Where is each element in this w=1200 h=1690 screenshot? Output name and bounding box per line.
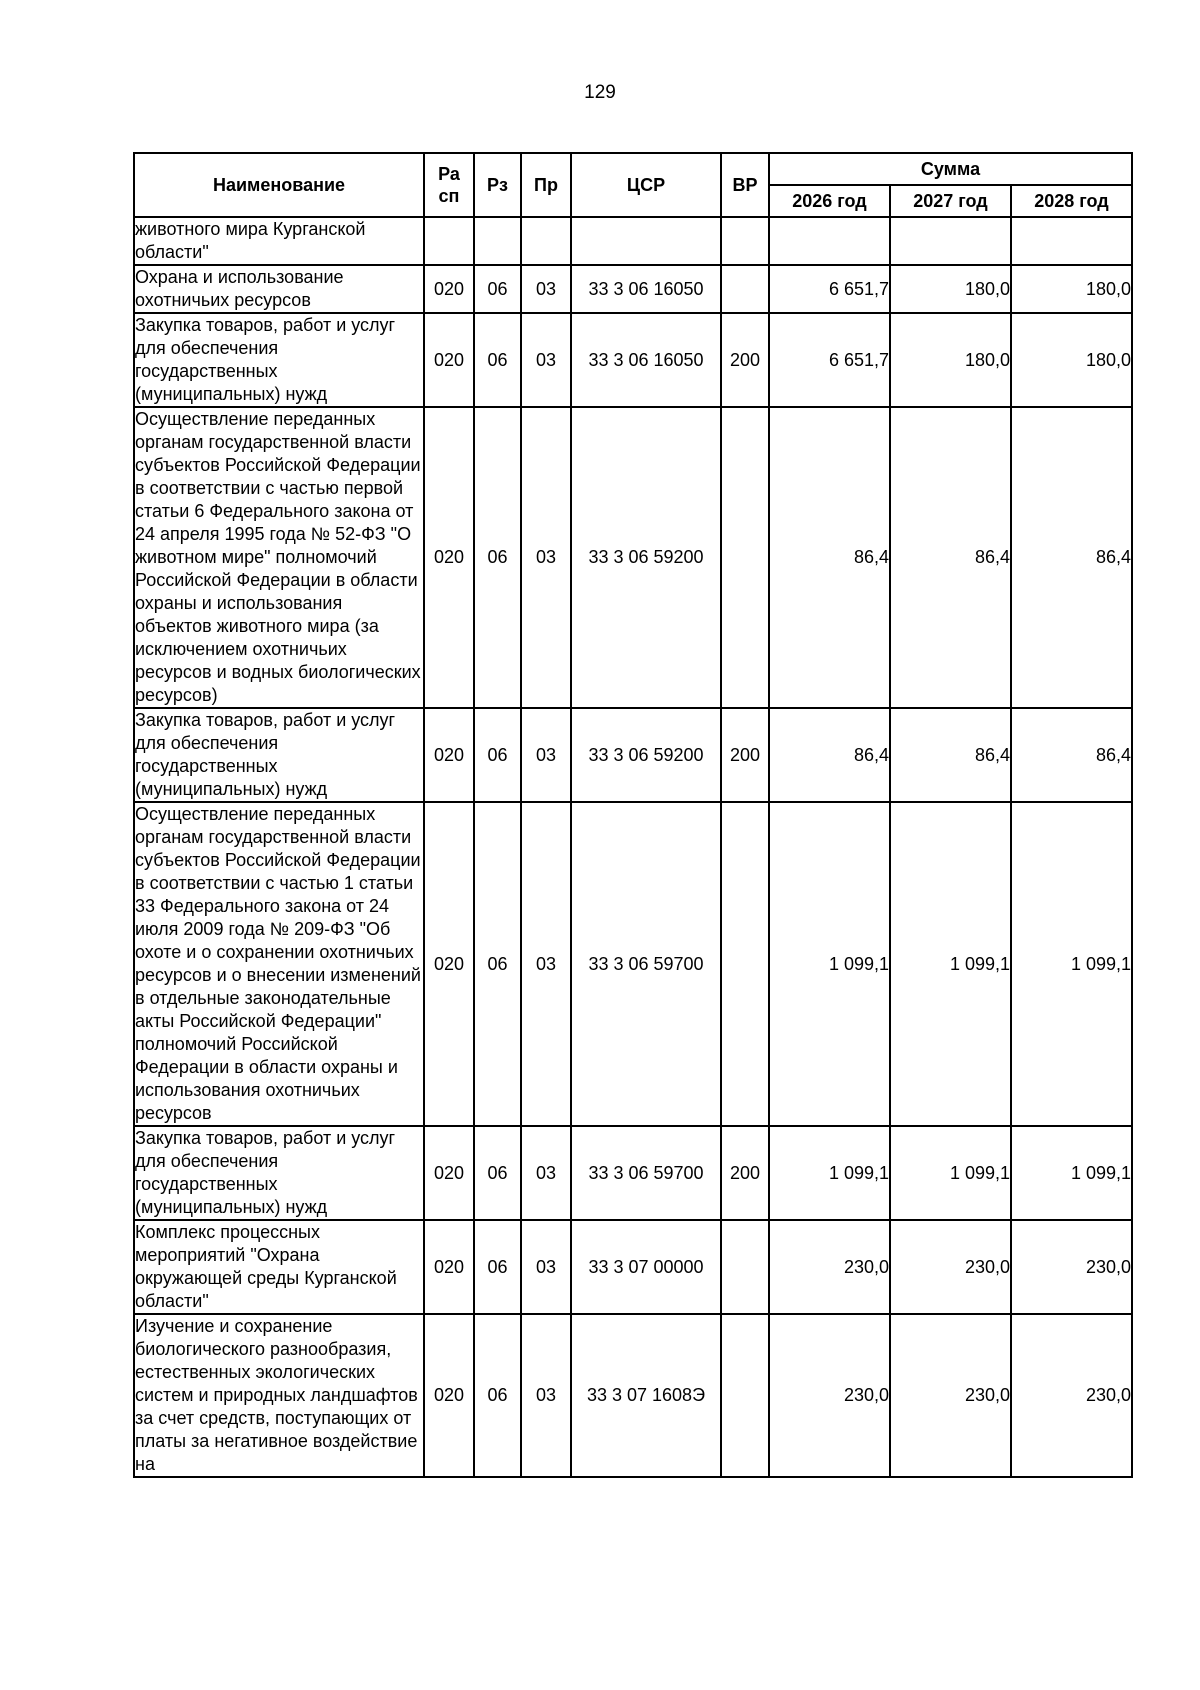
cell-rasp: 020 bbox=[424, 313, 474, 407]
cell-sum-2027: 180,0 bbox=[890, 265, 1011, 313]
cell-pr: 03 bbox=[521, 708, 571, 802]
cell-name: Закупка товаров, работ и услуг для обеспечения государственных (муниципальных) нужд bbox=[134, 708, 424, 802]
cell-rasp: 020 bbox=[424, 265, 474, 313]
cell-name: Закупка товаров, работ и услуг для обеспечения государственных (муниципальных) нужд bbox=[134, 313, 424, 407]
cell-pr: 03 bbox=[521, 1314, 571, 1477]
cell-sum-2028: 86,4 bbox=[1011, 708, 1132, 802]
cell-pr: 03 bbox=[521, 802, 571, 1126]
cell-vr bbox=[721, 802, 769, 1126]
cell-rasp: 020 bbox=[424, 407, 474, 708]
cell-sum-2028: 1 099,1 bbox=[1011, 802, 1132, 1126]
cell-sum-2026: 6 651,7 bbox=[769, 313, 890, 407]
cell-sum-2028: 180,0 bbox=[1011, 265, 1132, 313]
table-row bbox=[134, 265, 1132, 313]
table-row bbox=[134, 708, 1132, 802]
cell-rasp: 020 bbox=[424, 802, 474, 1126]
cell-pr: 03 bbox=[521, 1126, 571, 1220]
cell-sum-2028: 230,0 bbox=[1011, 1314, 1132, 1477]
header-csr: ЦСР bbox=[571, 153, 721, 217]
cell-rz: 06 bbox=[474, 407, 521, 708]
table-row bbox=[134, 313, 1132, 407]
table-row bbox=[134, 1220, 1132, 1314]
header-vr: ВР bbox=[721, 153, 769, 217]
cell-csr: 33 3 06 59200 bbox=[571, 407, 721, 708]
cell-name: Закупка товаров, работ и услуг для обеспечения государственных (муниципальных) нужд bbox=[134, 1126, 424, 1220]
cell-csr: 33 3 07 1608Э bbox=[571, 1314, 721, 1477]
cell-rz: 06 bbox=[474, 1220, 521, 1314]
cell-sum-2027 bbox=[890, 217, 1011, 265]
budget-table bbox=[133, 152, 1133, 1478]
cell-rz: 06 bbox=[474, 265, 521, 313]
cell-rz: 06 bbox=[474, 1314, 521, 1477]
cell-rasp bbox=[424, 217, 474, 265]
cell-sum-2027: 1 099,1 bbox=[890, 1126, 1011, 1220]
cell-sum-2027: 180,0 bbox=[890, 313, 1011, 407]
cell-sum-2028: 86,4 bbox=[1011, 407, 1132, 708]
cell-pr: 03 bbox=[521, 1220, 571, 1314]
cell-rz: 06 bbox=[474, 802, 521, 1126]
header-sum: Сумма bbox=[769, 153, 1132, 185]
cell-sum-2026: 230,0 bbox=[769, 1314, 890, 1477]
table-row bbox=[134, 802, 1132, 1126]
cell-sum-2026: 86,4 bbox=[769, 708, 890, 802]
cell-sum-2026: 86,4 bbox=[769, 407, 890, 708]
cell-rasp: 020 bbox=[424, 1220, 474, 1314]
cell-vr bbox=[721, 407, 769, 708]
cell-rasp: 020 bbox=[424, 708, 474, 802]
cell-vr: 200 bbox=[721, 313, 769, 407]
cell-name: животного мира Курганской области" bbox=[134, 217, 424, 265]
table-row bbox=[134, 407, 1132, 708]
cell-rasp: 020 bbox=[424, 1314, 474, 1477]
page-number: 129 bbox=[584, 82, 616, 103]
header-year-2026: 2026 год bbox=[769, 185, 890, 217]
header-rz: Рз bbox=[474, 153, 521, 217]
cell-csr: 33 3 06 16050 bbox=[571, 313, 721, 407]
cell-sum-2026: 6 651,7 bbox=[769, 265, 890, 313]
cell-rz: 06 bbox=[474, 1126, 521, 1220]
cell-sum-2026: 230,0 bbox=[769, 1220, 890, 1314]
table-body bbox=[134, 217, 1132, 1477]
table-row bbox=[134, 1314, 1132, 1477]
cell-rz: 06 bbox=[474, 313, 521, 407]
cell-vr bbox=[721, 217, 769, 265]
cell-sum-2027: 86,4 bbox=[890, 407, 1011, 708]
table-header bbox=[134, 153, 1132, 217]
cell-pr: 03 bbox=[521, 313, 571, 407]
table-row bbox=[134, 1126, 1132, 1220]
cell-csr: 33 3 06 59700 bbox=[571, 1126, 721, 1220]
header-rasp: Ра сп bbox=[424, 153, 474, 217]
cell-name: Изучение и сохранение биологического разнообразия, естественных экологических систем и природных ландшафтов за счет средств, поступающих от платы за негативное воздействие на bbox=[134, 1314, 424, 1477]
cell-vr: 200 bbox=[721, 1126, 769, 1220]
cell-sum-2028 bbox=[1011, 217, 1132, 265]
cell-sum-2026: 1 099,1 bbox=[769, 1126, 890, 1220]
table-row bbox=[134, 217, 1132, 265]
cell-csr bbox=[571, 217, 721, 265]
cell-rz bbox=[474, 217, 521, 265]
cell-csr: 33 3 06 59700 bbox=[571, 802, 721, 1126]
cell-vr: 200 bbox=[721, 708, 769, 802]
cell-sum-2027: 1 099,1 bbox=[890, 802, 1011, 1126]
cell-pr bbox=[521, 217, 571, 265]
cell-pr: 03 bbox=[521, 407, 571, 708]
cell-vr bbox=[721, 1314, 769, 1477]
cell-csr: 33 3 06 16050 bbox=[571, 265, 721, 313]
header-name: Наименование bbox=[134, 153, 424, 217]
header-year-2027: 2027 год bbox=[890, 185, 1011, 217]
cell-rasp: 020 bbox=[424, 1126, 474, 1220]
cell-vr bbox=[721, 1220, 769, 1314]
cell-sum-2027: 86,4 bbox=[890, 708, 1011, 802]
cell-sum-2028: 230,0 bbox=[1011, 1220, 1132, 1314]
cell-sum-2028: 1 099,1 bbox=[1011, 1126, 1132, 1220]
cell-csr: 33 3 06 59200 bbox=[571, 708, 721, 802]
header-year-2028: 2028 год bbox=[1011, 185, 1132, 217]
cell-sum-2026: 1 099,1 bbox=[769, 802, 890, 1126]
cell-pr: 03 bbox=[521, 265, 571, 313]
cell-name: Осуществление переданных органам государственной власти субъектов Российской Федерации в соответствии с частью 1 статьи 33 Федерального закона от 24 июля 2009 года № 209-ФЗ "Об охоте и о сохранении охотничьих ресурсов и о внесении изменений в отдельные законодательные акты Российской Федерации" полномочий Российской Федерации в области охраны и использования охотничьих ресурсов bbox=[134, 802, 424, 1126]
cell-sum-2026 bbox=[769, 217, 890, 265]
cell-name: Комплекс процессных мероприятий "Охрана окружающей среды Курганской области" bbox=[134, 1220, 424, 1314]
cell-rz: 06 bbox=[474, 708, 521, 802]
cell-sum-2027: 230,0 bbox=[890, 1220, 1011, 1314]
cell-sum-2027: 230,0 bbox=[890, 1314, 1011, 1477]
header-pr: Пр bbox=[521, 153, 571, 217]
cell-sum-2028: 180,0 bbox=[1011, 313, 1132, 407]
cell-vr bbox=[721, 265, 769, 313]
cell-csr: 33 3 07 00000 bbox=[571, 1220, 721, 1314]
cell-name: Осуществление переданных органам государственной власти субъектов Российской Федерации в соответствии с частью первой статьи 6 Федерального закона от 24 апреля 1995 года № 52-ФЗ "О животном мире" полномочий Российской Федерации в области охраны и использования объектов животного мира (за исключением охотничьих ресурсов и водных биологических ресурсов) bbox=[134, 407, 424, 708]
cell-name: Охрана и использование охотничьих ресурсов bbox=[134, 265, 424, 313]
